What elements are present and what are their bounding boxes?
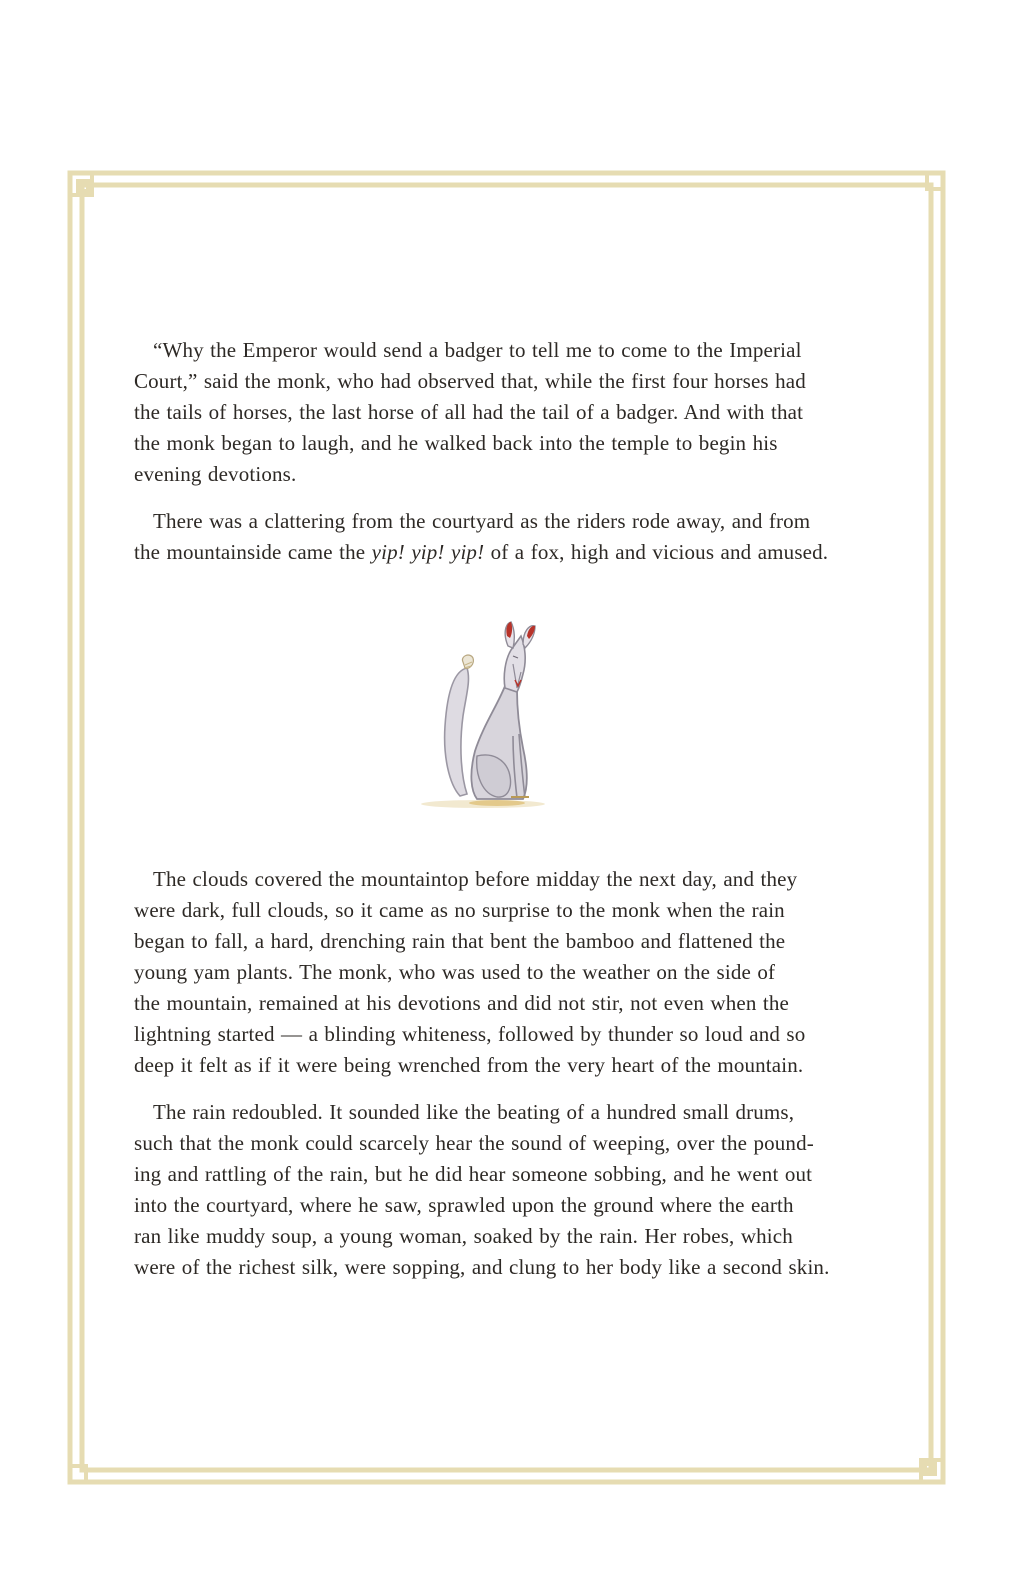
paragraph-rain — [134, 1097, 894, 1283]
text-line: lightning started — a blinding whiteness, followed by thunder so loud and so — [134, 1022, 806, 1046]
text-line: were of the richest silk, were sopping, and clung to her body like a second skin. — [134, 1255, 830, 1279]
text-line: into the courtyard, where he saw, sprawled upon the ground where the earth — [134, 1193, 794, 1217]
text-line: Court,” said the monk, who had observed that, while the first four horses had — [134, 369, 806, 393]
paragraph-fox-yip — [134, 506, 894, 568]
text-line: There was a clattering from the courtyard as the riders rode away, and from — [153, 509, 811, 533]
text-section-1 — [134, 335, 894, 568]
text-line: the mountain, remained at his devotions and did not stir, not even when the — [134, 991, 790, 1015]
text-line: such that the monk could scarcely hear the sound of weeping, over the pound- — [134, 1131, 814, 1155]
paragraph-badger — [134, 335, 894, 490]
paragraph-storm — [134, 864, 894, 1081]
text-line: the monk began to laugh, and he walked back into the temple to begin his — [134, 431, 778, 455]
text-line: deep it felt as if it were being wrenched from the very heart of the mountain. — [134, 1053, 804, 1077]
text-line: began to fall, a hard, drenching rain that bent the bamboo and flattened the — [134, 929, 786, 953]
text-line: were dark, full clouds, so it came as no surprise to the monk when the rain — [134, 898, 785, 922]
text-line: the mountainside came the yip! yip! yip! of a fox, high and vicious and amused. — [134, 540, 829, 564]
text-line: ing and rattling of the rain, but he did hear someone sobbing, and he went out — [134, 1162, 813, 1186]
text-line: The rain redoubled. It sounded like the beating of a hundred small drums, — [153, 1100, 795, 1124]
text-line: young yam plants. The monk, who was used to the weather on the side of — [134, 960, 776, 984]
text-line: “Why the Emperor would send a badger to tell me to come to the Imperial — [153, 338, 802, 362]
fox-illustration-icon — [405, 616, 555, 816]
text-line: evening devotions. — [134, 462, 297, 486]
text-section-2 — [134, 864, 894, 1283]
fox-cry-emphasis: yip! yip! yip! — [371, 540, 485, 564]
text-line: ran like muddy soup, a young woman, soaked by the rain. Her robes, which — [134, 1224, 793, 1248]
text-line: The clouds covered the mountaintop before midday the next day, and they — [153, 867, 798, 891]
text-line: the tails of horses, the last horse of all had the tail of a badger. And with that — [134, 400, 804, 424]
